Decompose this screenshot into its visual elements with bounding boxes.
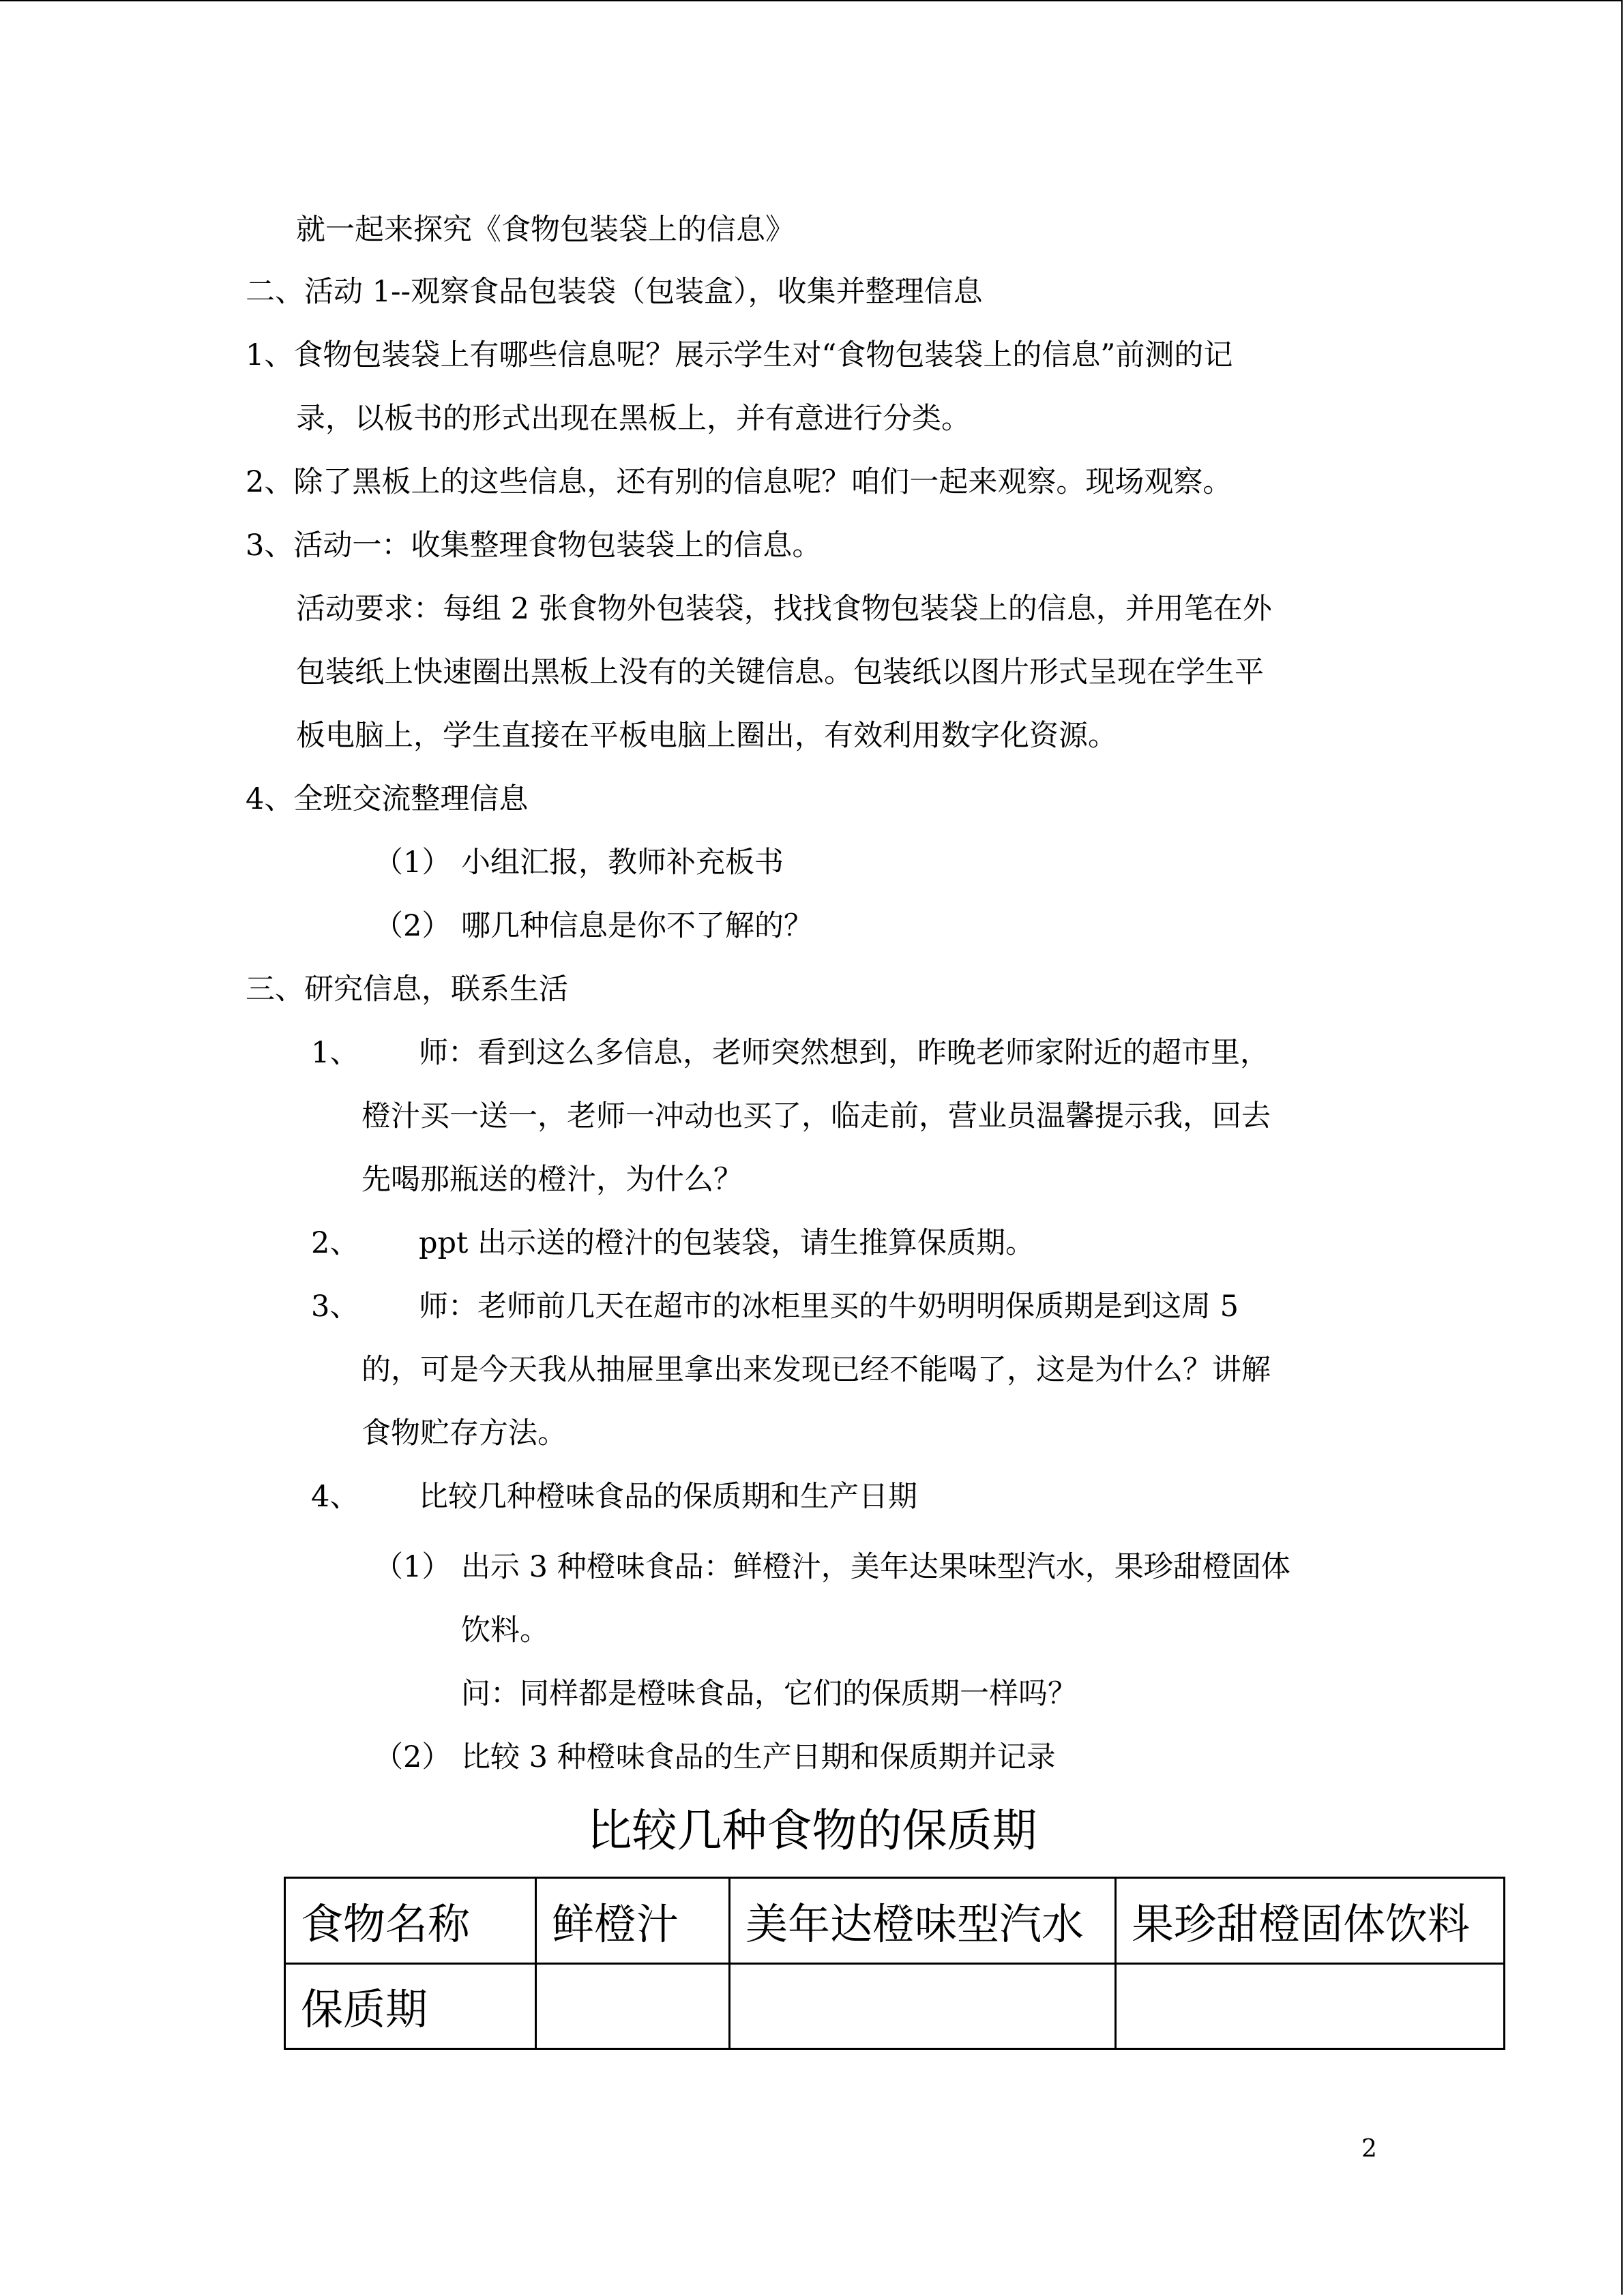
s3-item1-line3: 先喝那瓶送的橙汁，为什么？ [361,1163,743,1197]
intro-line: 就一起来探究《食物包装袋上的信息》 [296,213,795,247]
item2: 2、除了黑板上的这些信息，还有别的信息呢？咱们一起来观察。现场观察。 [246,465,1232,499]
activity-requirement-line1: 活动要求：每组 2 张食物外包装袋，找找食物包装袋上的信息，并用笔在外 [296,592,1272,626]
sub1-text: 小组汇报，教师补充板书 [461,846,784,880]
item3: 3、活动一：收集整理食物包装袋上的信息。 [246,528,822,563]
s3-item3-number: 3、 [311,1289,359,1324]
table-cell-empty [1116,1963,1505,2049]
activity-requirement-line2: 包装纸上快速圈出黑板上没有的关键信息。包装纸以图片形式呈现在学生平 [296,655,1264,689]
s3-item4-number: 4、 [311,1480,359,1514]
row-label-shelf-life: 保质期 [285,1963,536,2049]
table-cell-empty [730,1963,1116,2049]
s3-item2-number: 2、 [311,1226,359,1260]
s3-item2-text: ppt 出示送的橙汁的包装袋，请生推算保质期。 [419,1226,1035,1260]
table-header-row [285,1878,1505,1964]
section2-heading: 二、活动 1--观察食品包装袋（包装盒），收集并整理信息 [246,275,983,309]
sub2-number: （2） [374,909,452,943]
s3-item4-sub2-text: 比较 3 种橙味食品的生产日期和保质期并记录 [461,1740,1056,1774]
sub1-number: （1） [374,846,452,880]
table-cell-empty [536,1963,730,2049]
header-cell-orange-juice: 鲜橙汁 [536,1878,730,1964]
table-row-shelf-life [285,1963,1505,2049]
item4: 4、全班交流整理信息 [246,782,529,816]
item1-line2: 录，以板书的形式出现在黑板上，并有意进行分类。 [296,402,971,436]
s3-item3-line1: 师：老师前几天在超市的冰柜里买的牛奶明明保质期是到这周 5 [419,1289,1239,1324]
s3-item1-number: 1、 [311,1036,359,1070]
sub2-text: 哪几种信息是你不了解的？ [461,909,813,943]
s3-item4-sub1-number: （1） [374,1550,452,1584]
table-title: 比较几种食物的保质期 [587,1804,1037,1857]
s3-item1-line1: 师：看到这么多信息，老师突然想到，昨晚老师家附近的超市里， [419,1036,1269,1070]
s3-item3-line2: 的，可是今天我从抽屉里拿出来发现已经不能喝了，这是为什么？讲解 [361,1353,1271,1387]
shelf-life-table [284,1877,1505,2050]
page-number: 2 [1361,2135,1377,2163]
header-cell-mirinda: 美年达橙味型汽水 [730,1878,1116,1964]
header-cell-tang: 果珍甜橙固体饮料 [1116,1878,1505,1964]
s3-item4-question: 问：同样都是橙味食品，它们的保质期一样吗？ [461,1677,1077,1711]
item1-line1: 1、食物包装袋上有哪些信息呢？展示学生对“食物包装袋上的信息”前测的记 [246,338,1233,372]
section3-heading: 三、研究信息，联系生活 [246,972,568,1007]
header-cell-food-name: 食物名称 [285,1878,536,1964]
s3-item1-line2: 橙汁买一送一，老师一冲动也买了，临走前，营业员温馨提示我，回去 [361,1099,1271,1133]
s3-item3-line3: 食物贮存方法。 [361,1416,567,1450]
activity-requirement-line3: 板电脑上，学生直接在平板电脑上圈出，有效利用数字化资源。 [296,719,1117,753]
s3-item4-sub1-line2: 饮料。 [461,1613,549,1648]
s3-item4-sub1-line1: 出示 3 种橙味食品：鲜橙汁，美年达果味型汽水，果珍甜橙固体 [461,1550,1290,1584]
s3-item4-text: 比较几种橙味食品的保质期和生产日期 [419,1480,917,1514]
s3-item4-sub2-number: （2） [374,1740,452,1774]
